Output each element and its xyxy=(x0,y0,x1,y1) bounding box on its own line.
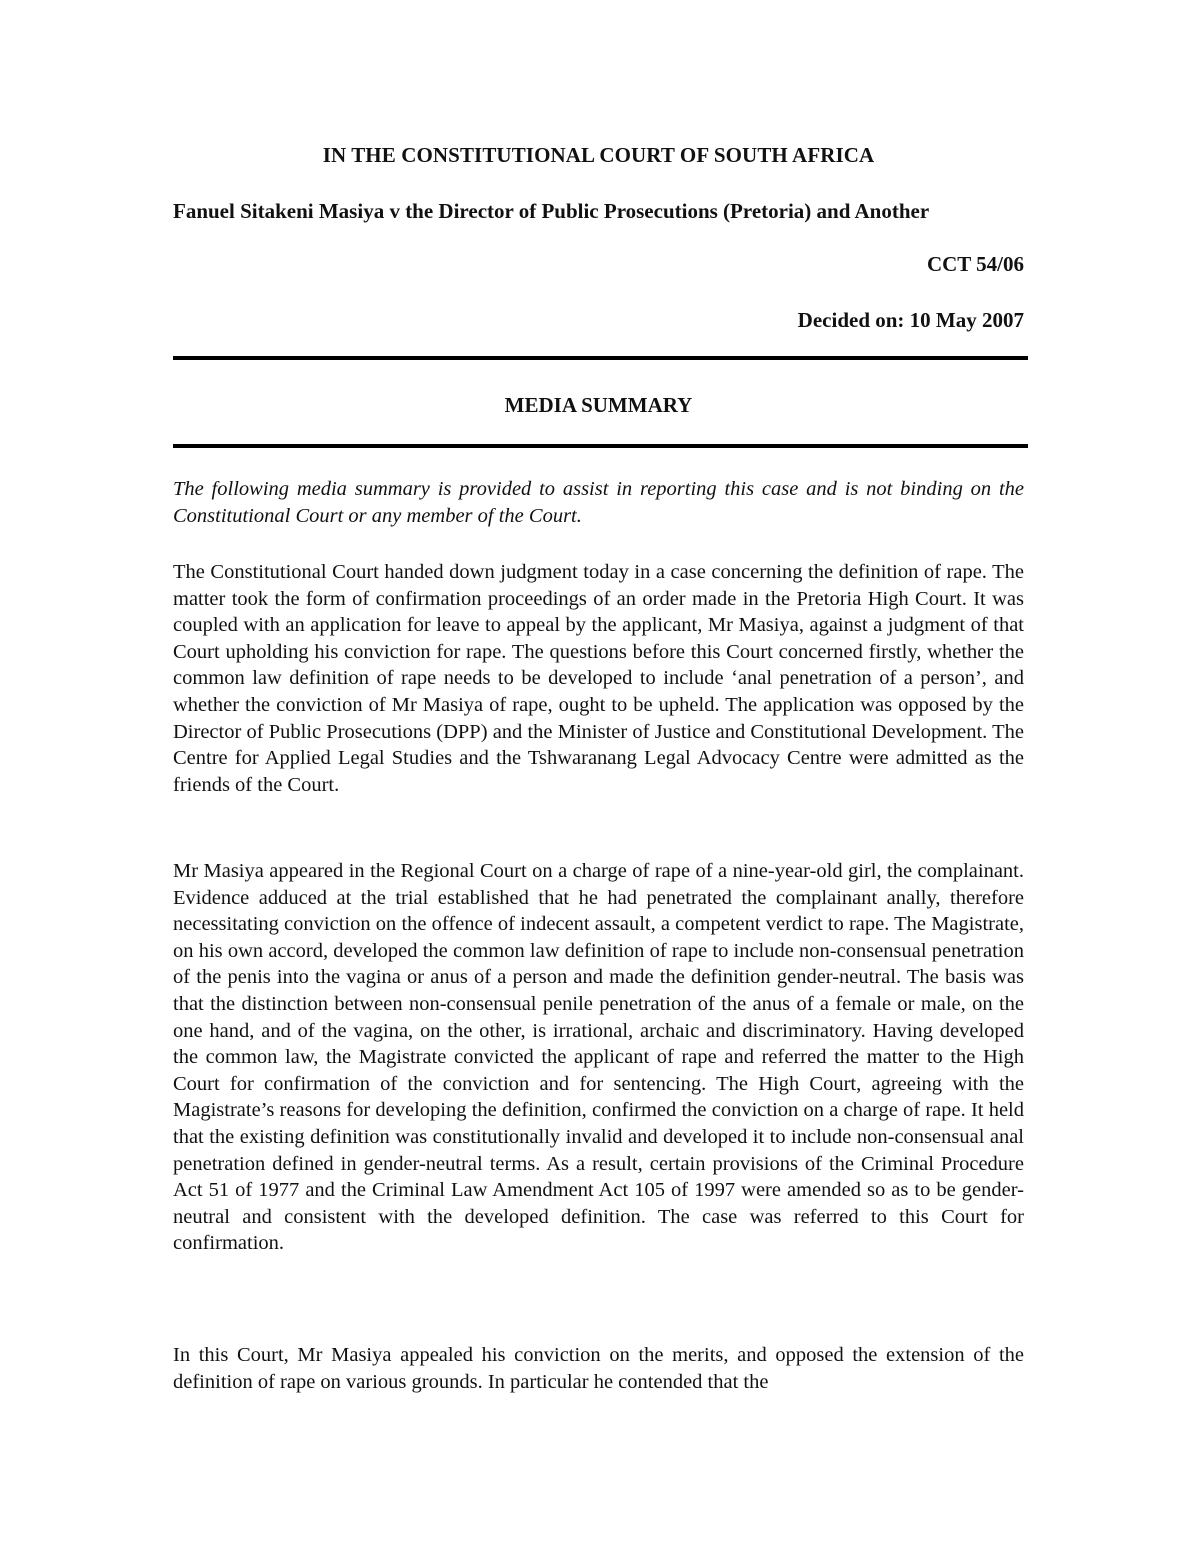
divider-bottom xyxy=(173,444,1028,448)
body-paragraph: In this Court, Mr Masiya appealed his conviction on the merits, and opposed the extension of the definition of rape on various grounds. In particular he contended that the xyxy=(173,1344,1024,1393)
section-heading: MEDIA SUMMARY xyxy=(504,393,693,417)
divider-top xyxy=(173,356,1028,360)
decision-date: Decided on: 10 May 2007 xyxy=(797,308,1024,332)
case-number: CCT 54/06 xyxy=(926,252,1024,276)
disclaimer-paragraph: The following media summary is provided to assist in reporting this case and is not binding on the Constitutional Court or any member of the Court. xyxy=(173,478,1024,527)
body-paragraph: Mr Masiya appeared in the Regional Court on a charge of rape of a nine-year-old girl, the complainant. Evidence adduced at the trial established that he had penetrated the complainant anally, therefore necessitating conviction on the offence of indecent assault, a competent verdict to rape. The Magistrate, on his own accord, developed the common law definition of rape to include non-consensual penetration of the penis into the vagina or anus of a person and made the definition gender-neutral. The basis was that the distinction between non-consensual penile penetration of the anus of a female or male, on the one hand, and of the vagina, on the other, is irrational, archaic and discriminatory. Having developed the common law, the Magistrate convicted the applicant of rape and referred the matter to the High Court for confirmation of the conviction and for sentencing. The High Court, agreeing with the Magistrate’s reasons for developing the definition, confirmed the conviction on a charge of rape. It held that the existing definition was constitutionally invalid and developed it to include non-consensual anal penetration defined in gender-neutral terms. As a result, certain provisions of the Criminal Procedure Act 51 of 1977 and the Criminal Law Amendment Act 105 of 1997 were amended so as to be gender-neutral and consistent with the developed definition. The case was referred to this Court for confirmation. xyxy=(173,860,1024,1255)
court-title: IN THE CONSTITUTIONAL COURT OF SOUTH AFRICA xyxy=(322,143,875,167)
body-paragraph: The Constitutional Court handed down judgment today in a case concerning the definition of rape. The matter took the form of confirmation proceedings of an order made in the Pretoria High Court. It was coupled with an application for leave to appeal by the applicant, Mr Masiya, against a judgment of that Court upholding his conviction for rape. The questions before this Court concerned firstly, whether the common law definition of rape needs to be developed to include ‘anal penetration of a person’, and whether the conviction of Mr Masiya of rape, ought to be upheld. The application was opposed by the Director of Public Prosecutions (DPP) and the Minister of Justice and Constitutional Development. The Centre for Applied Legal Studies and the Tshwaranang Legal Advocacy Centre were admitted as the friends of the Court. xyxy=(173,561,1024,796)
case-name: Fanuel Sitakeni Masiya v the Director of Public Prosecutions (Pretoria) and Another xyxy=(173,199,930,223)
